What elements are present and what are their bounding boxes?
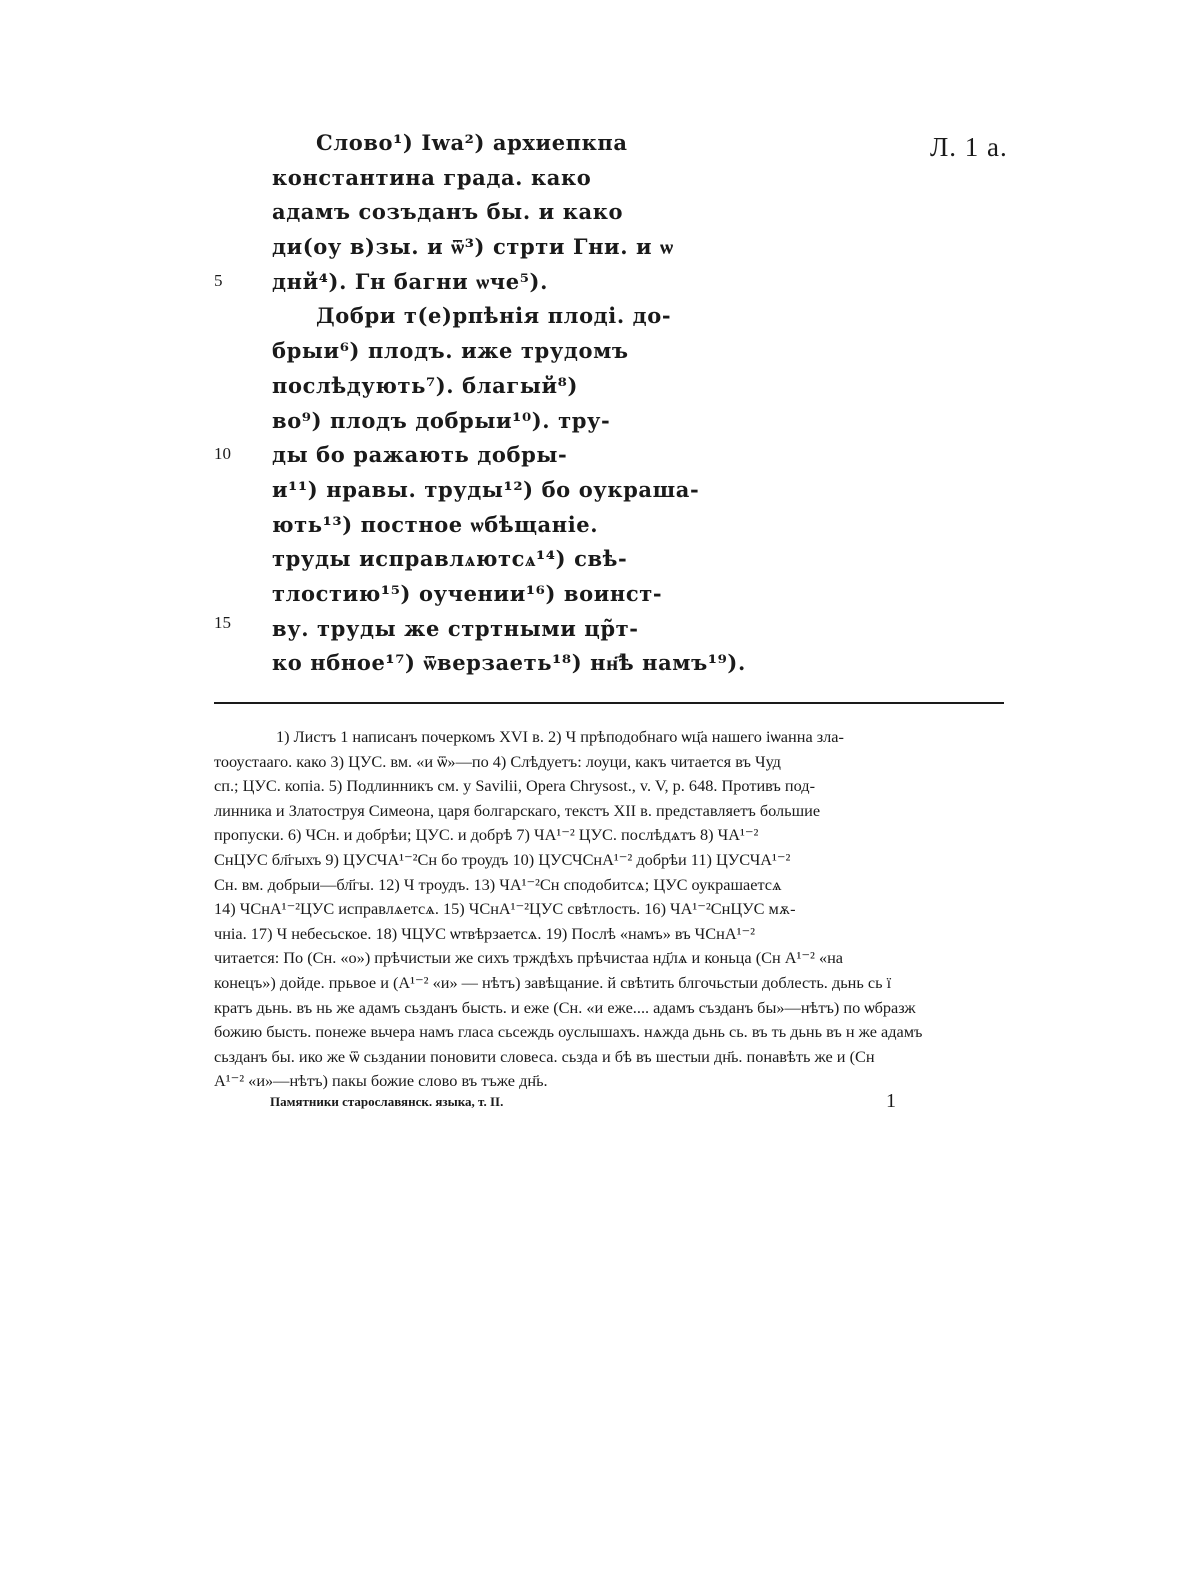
text-line: брыи⁶) плодъ. иже трудомъ	[272, 338, 629, 364]
text-line: и¹¹) нравы. труды¹²) бо оукраша-	[272, 476, 700, 502]
line-number: 10	[214, 444, 231, 463]
text-line: послѣдують⁷). благый⁸)	[272, 372, 578, 398]
footnote-line: сп.; ЦУС. копiа. 5) Подлинникъ см. у Savilii, Opera Chrysost., v. V, p. 648. Противъ под-	[214, 776, 816, 796]
text-line: Добри т(е)рпѣнiя плодi. до-	[316, 303, 672, 329]
footnote-line: сьзданъ бы. ико же ѿ сьздании поновити словеса. сьзда и бѣ въ шестыи дн҃ь. понавѣть же и (Сн	[214, 1046, 875, 1066]
footnote-line: линника и Златоструя Симеона, царя болгарскаго, текстъ XII в. представляетъ большие	[214, 800, 821, 820]
text-line: ди(оу в)зы. и ѿ³) стрти Гни. и ѡ	[272, 234, 674, 260]
line-number: 5	[214, 271, 223, 290]
footnote-line: 14) ЧСнА¹⁻²ЦУС исправлѧетсѧ. 15) ЧСнА¹⁻²ЦУС свѣтлость. 16) ЧА¹⁻²СнЦУС мѫ-	[214, 899, 796, 919]
footnote-divider	[214, 702, 1004, 704]
footnote-line: божию бысть. понеже вьчера намъ гласа сьсеждь оуслышахъ. нѧжда дьнь сь. въ ть дьнь въ н же адамъ	[214, 1022, 923, 1042]
footnote-line: пропуски. 6) ЧСн. и добрѣи; ЦУС. и добрѣ 7) ЧА¹⁻² ЦУС. послѣдѧтъ 8) ЧА¹⁻²	[214, 825, 759, 845]
main-text-block	[272, 126, 746, 681]
line-number: 15	[214, 613, 231, 632]
text-line: ко нбное¹⁷) ѿверзаеть¹⁸) нн҃ѣ намъ¹⁹).	[272, 650, 746, 676]
text-line: константина града. како	[272, 164, 592, 190]
footnote-line: читается: По (Сн. «о») прѣчистыи же сихъ трждѣхъ прѣчистаа нд҃лѧ и коньца (Сн А¹⁻² «на	[214, 948, 844, 968]
text-line: ву. труды же стртными цр̃т-	[272, 615, 639, 641]
footnote-line: Сн. вм. добрыи—бл҃гы. 12) Ч троудъ. 13) ЧА¹⁻²Сн сподобитсѧ; ЦУС оукрашаетсѧ	[214, 874, 782, 894]
footnote-line: СнЦУС бл҃гыхъ 9) ЦУСЧА¹⁻²Сн бо троудъ 10) ЦУСЧСнА¹⁻² добрѣи 11) ЦУСЧА¹⁻²	[214, 849, 791, 869]
footnotes-block	[214, 725, 1006, 1094]
page-number: 1	[886, 1090, 896, 1112]
footnote-line: чнiа. 17) Ч небесьское. 18) ЧЦУС ѡтвѣрзаетсѧ. 19) Послѣ «намъ» въ ЧСнА¹⁻²	[214, 923, 755, 943]
footnote-line: тооустааго. како 3) ЦУС. вм. «и ѿ»—по 4) Слѣдуетъ: лоуци, какъ читается въ Чуд	[214, 751, 781, 771]
footnote-line: 1) Листъ 1 написанъ почеркомъ XVI в. 2) Ч прѣподобнаго ѡц҃а нашего iѡанна зла-	[276, 727, 844, 746]
text-line: тлостию¹⁵) оучении¹⁶) воинст-	[272, 580, 663, 606]
text-line: днй⁴). Гн бaгни ѡче⁵).	[272, 268, 548, 294]
text-line: ды бо ражають добры-	[272, 442, 568, 468]
text-line: Слово¹) Iwa²) архиепкпа	[316, 130, 628, 155]
footnote-line: кратъ дьнь. въ нь же адамъ сьзданъ бысть. и еже (Сн. «и еже.... адамъ създанъ бы»—нѣтъ) по ѡбразж	[214, 997, 916, 1017]
footnote-line: конецъ») дойде. прьвое и (А¹⁻² «и» — нѣтъ) завѣщание. й свѣтить блгочьстыи доблесть. дьнь сь ї	[214, 972, 892, 992]
footnote-line: А¹⁻² «и»—нѣтъ) пакы божие слово въ тъже дн҃ь.	[214, 1071, 548, 1091]
text-line: адамъ созъданъ бы. и како	[272, 199, 624, 225]
text-line: во⁹) плодъ добрыи¹⁰). тру-	[272, 407, 611, 433]
series-title: Памятники старославянск. языка, т. II.	[270, 1094, 504, 1109]
text-line: ють¹³) постное ѡбѣщанiе.	[272, 511, 599, 537]
leaf-reference: Л. 1 а.	[930, 132, 1008, 162]
text-line: труды исправлѧютсѧ¹⁴) свѣ-	[272, 546, 628, 572]
